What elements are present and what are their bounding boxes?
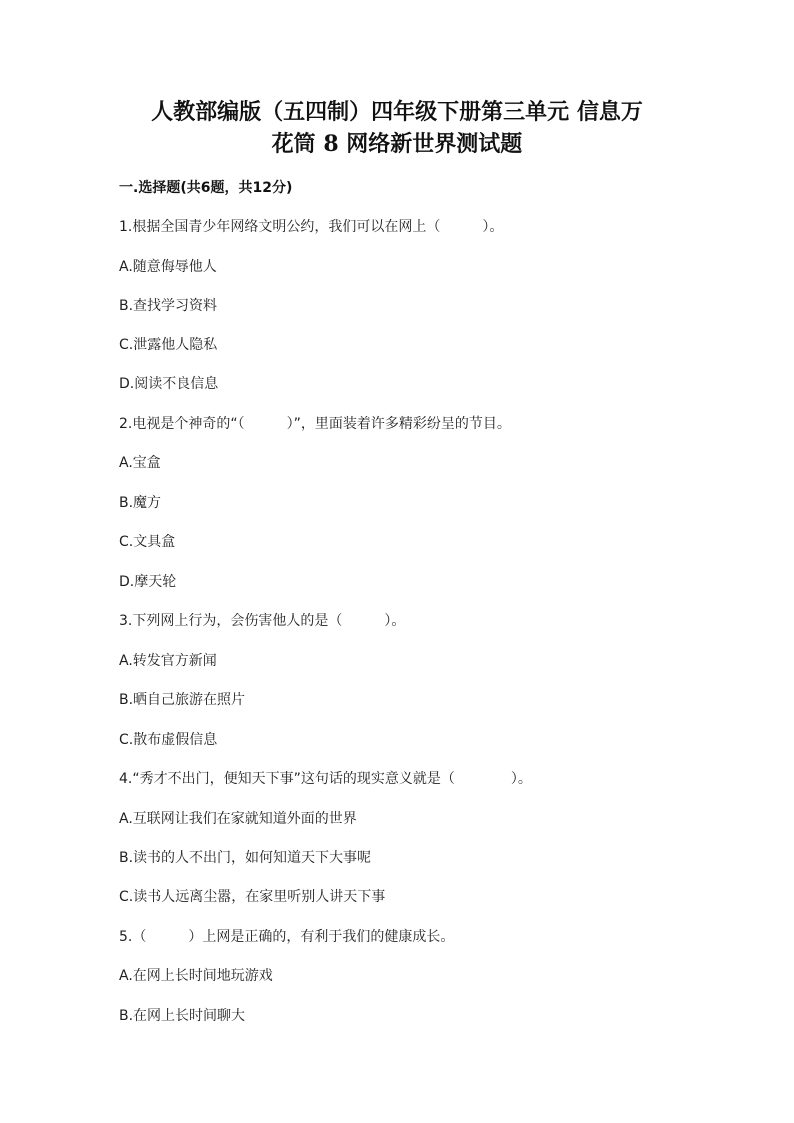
question-1-option-a: A.随意侮辱他人 <box>119 259 217 275</box>
question-1-option-d: D.阅读不良信息 <box>119 376 219 392</box>
question-2-option-c: C.文具盒 <box>119 534 176 550</box>
question-4-option-b: B.读书的人不出门，如何知道天下大事呢 <box>119 850 372 866</box>
question-5-option-a: A.在网上长时间地玩游戏 <box>119 968 273 984</box>
question-2-option-d: D.摩天轮 <box>119 574 177 590</box>
question-3-stem: 3.下列网上行为，会伤害他人的是（ ）。 <box>119 613 406 629</box>
question-5-stem: 5.（ ）上网是正确的，有利于我们的健康成长。 <box>119 929 455 945</box>
question-3-option-a: A.转发官方新闻 <box>119 653 217 669</box>
question-5-option-b: B.在网上长时间聊大 <box>119 1008 246 1024</box>
question-2-option-a: A.宝盒 <box>119 455 161 471</box>
question-3-option-b: B.晒自己旅游在照片 <box>119 692 246 708</box>
question-1-option-b: B.查找学习资料 <box>119 298 218 314</box>
question-2-option-b: B.魔方 <box>119 495 162 511</box>
question-2-stem: 2.电视是个神奇的“（ ）”，里面装着许多精彩纷呈的节目。 <box>119 416 511 432</box>
question-4-option-c: C.读书人远离尘嚣，在家里听别人讲天下事 <box>119 889 386 905</box>
section-heading: 一.选择题(共6题，共12分) <box>119 180 293 196</box>
question-3-option-c: C.散布虚假信息 <box>119 732 218 748</box>
question-1-option-c: C.泄露他人隐私 <box>119 337 218 353</box>
question-1-stem: 1.根据全国青少年网络文明公约，我们可以在网上（ ）。 <box>119 219 504 235</box>
question-4-stem: 4.“秀才不出门，便知天下事”这句话的现实意义就是（ ）。 <box>119 771 532 787</box>
question-4-option-a: A.互联网让我们在家就知道外面的世界 <box>119 811 357 827</box>
document-title-line-2: 花筒 8 网络新世界测试题 <box>271 131 523 157</box>
document-title-line-1: 人教部编版（五四制）四年级下册第三单元 信息万 <box>151 99 643 125</box>
